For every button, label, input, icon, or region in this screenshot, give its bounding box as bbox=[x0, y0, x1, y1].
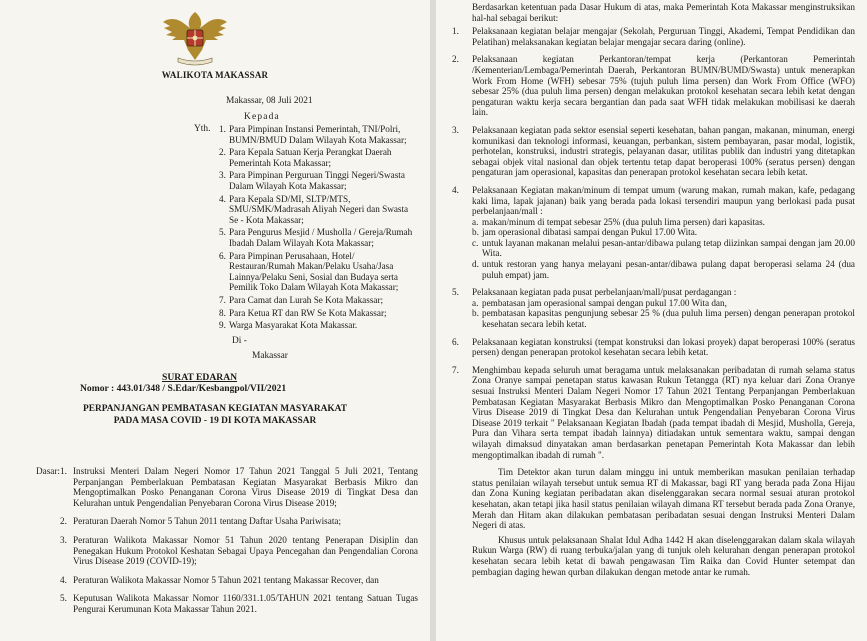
garuda-emblem-icon bbox=[160, 6, 230, 68]
recipient-text: Para Pengurus Mesjid / Musholla / Gereja/Rumah Ibadah Dalam Wilayah Kota Makassar; bbox=[229, 227, 413, 248]
recipient-num: 1. bbox=[219, 124, 226, 134]
recipient-num: 5. bbox=[219, 227, 226, 238]
sub-item bbox=[472, 298, 855, 309]
place-date: Makassar, 08 Juli 2021 bbox=[226, 96, 313, 106]
recipient-text: Para Camat dan Lurah Se Kota Makassar; bbox=[229, 294, 384, 305]
instruction-text: Menghimbau kepada seluruh umat beragama untuk melaksanakan peribadatan di rumah selama status Zona Oranye sampai penetapan status kawasan Rukun Tetangga (RT) nya keluar dari Zona Oranye sesuai Instruksi Menteri Dalam Negeri Nomor 17 Tahun 2021 Tentang Perpanjangan Pemberlakuan Pembatasan Kegiatan Masyarakat Berbasis Mikro dan Mengoptimalkan Posko Penanganan Corona Virus Disease 2019 di Tingkat Desa dan Kelurahan untuk Pengendalian Penyebaran Corona Virus Disease 2019 terkait " Pelaksanaan Kegiatan Ibadah (pada tempat ibadah di Mesjid, Musholla, Gereja, Pura dan Vihara serta tempat ibadah lainnya) ditiadakan untuk sementara waktu, sampai dengan wilayah dimaksud dinyatakan aman berdasarkan penetapan Pemerintah Kota Makassar dan lebih mengoptimalkan ibadah di rumah ". bbox=[472, 364, 855, 460]
instruction-item bbox=[446, 185, 855, 280]
dasar-num: 2. bbox=[60, 516, 67, 527]
instruction-body bbox=[472, 287, 855, 329]
dasar-text: Instruksi Menteri Dalam Negeri Nomor 17 Tahun 2021 Tanggal 5 Juli 2021, Tentang Perpanjangan Pemberlakuan Pembatasan Kegiatan Masyarakat Berbasis Mikro dan Mengoptimalkan Posko Penanganan Corona Virus Disease 2019 di Tingkat Desa dan Kelurahan untuk Pengendalian Penyebaran Corona Virus Disease 2019; bbox=[73, 466, 418, 508]
instruction-text: Pelaksanaan kegiatan pada pusat perbelanjaan/mall/pusat perdagangan : bbox=[472, 287, 737, 298]
recipient-item bbox=[219, 227, 419, 248]
recipient-item bbox=[219, 251, 419, 293]
sub-item bbox=[472, 259, 855, 280]
recipient-num: 7. bbox=[219, 294, 226, 305]
kepada-label: Kepada bbox=[244, 112, 280, 122]
recipient-text: Warga Masyarakat Kota Makassar. bbox=[229, 320, 358, 331]
dasar-item bbox=[60, 516, 418, 527]
instruction-item bbox=[446, 337, 855, 358]
sub-text: pembatasan kapasitas pengunjung sebesar 25 % (dua puluh lima persen) dengan penerapan protokol kesehatan secara lebih ketat. bbox=[482, 308, 855, 330]
surat-number: Nomor : 443.01/348 / S.Edar/Kesbangpol/VII/2021 bbox=[80, 383, 287, 394]
recipient-city: Makassar bbox=[252, 351, 288, 361]
recipient-item bbox=[219, 295, 419, 306]
dasar-num: 3. bbox=[60, 534, 67, 545]
dasar-num: 4. bbox=[60, 574, 67, 585]
intro-paragraph: Berdasarkan ketentuan pada Dasar Hukum di atas, maka Pemerintah Kota Makassar menginstruksikan hal-hal sebagai berikut: bbox=[472, 2, 855, 23]
dasar-num: 5. bbox=[60, 593, 67, 604]
header-title: WALIKOTA MAKASSAR bbox=[161, 70, 269, 80]
dasar-label: Dasar: bbox=[36, 466, 60, 476]
di-label: Di - bbox=[232, 336, 247, 346]
instruction-text: Pelaksanaan kegiatan konstruksi (tempat konstruksi dan lokasi proyek) dapat beroperasi 100% (seratus persen) dengan penerapan protokol kesehatan secara lebih ketat. bbox=[472, 336, 855, 358]
dasar-text: Keputusan Walikota Makassar Nomor 1160/331.1.05/TAHUN 2021 tentang Satuan Tugas Pengurai Kerumunan Kota Makassar Tahun 2021. bbox=[73, 593, 418, 614]
instruction-item bbox=[446, 287, 855, 329]
sub-item bbox=[472, 217, 855, 228]
sub-letter: a. bbox=[472, 216, 479, 227]
recipient-text: Para Pimpinan Perguruan Tinggi Negeri/Swasta Dalam Wilayah Kota Makassar; bbox=[229, 170, 405, 191]
recipient-num: 9. bbox=[219, 320, 226, 331]
sub-item bbox=[472, 308, 855, 329]
instruction-num: 2. bbox=[452, 54, 459, 65]
recipient-text: Para Kepala SD/MI, SLTP/MTS, SMU/SMK/Madrasah Aliyah Negeri dan Swasta Se - Kota Makassar; bbox=[229, 193, 409, 225]
dasar-item bbox=[60, 535, 418, 567]
closing-paragraph: Khusus untuk pelaksanaan Shalat Idul Adha 1442 H akan diselenggarakan dalam skala wilayah Rukun Warga (RW) di ruang terbuka/jalan yang di tunjuk oleh kelurahan dengan penerapan protokol kesehatan secara lebih ketat di bawah pengawasan Tim Raika dan Covid Hunter setempat dan pembagian daging hewan qurban dilakukan dengan metode antar ke rumah. bbox=[472, 534, 855, 577]
instruction-text: Pelaksanaan kegiatan pada sektor esensial seperti kesehatan, bahan pangan, makanan, minuman, energi komunikasi dan teknologi informasi, keuangan, perbankan, sistem pembayaran, pasar modal, logistik, perhotelan, konstruksi, industri strategis, pelayanan dasar, utilitas publik dan industri yang ditetapkan sebagai objek vital nasional dan objek tertentu tetap dapat beroperasi 100% (seratus persen) dengan pengaturan jam operasional, kapasitas dan penerapan protokol kesehatan secara lebih ketat. bbox=[472, 124, 855, 178]
instruction-text: Pelaksanaan Kegiatan makan/minum di tempat umum (warung makan, rumah makan, kafe, pedagang kaki lima, lapak jajanan) baik yang berada pada lokasi tersendiri maupun yang berlokasi pada pusat perbelanjaan/mall : bbox=[472, 184, 855, 217]
recipient-num: 6. bbox=[219, 250, 226, 261]
dasar-item bbox=[60, 466, 418, 508]
instruction-item bbox=[446, 125, 855, 178]
recipient-num: 8. bbox=[219, 307, 226, 318]
sub-letter: b. bbox=[472, 308, 479, 319]
dasar-text: Peraturan Walikota Makassar Nomor 51 Tahun 2020 tentang Penerapan Disiplin dan Penegakan Hukum Protokol Keshatan Sebagai Upaya Pencegahan dan Pengendalian Corona Virus Disease 2019 (COVID-19); bbox=[73, 534, 418, 567]
instruction-item bbox=[446, 26, 855, 47]
letter-page-left bbox=[0, 0, 430, 641]
dasar-list bbox=[60, 466, 418, 623]
recipient-item bbox=[219, 170, 419, 191]
sub-item bbox=[472, 227, 855, 238]
recipient-text: Para Kepala Satuan Kerja Perangkat Daerah Pemerintah Kota Makassar; bbox=[229, 147, 392, 168]
instruction-num: 1. bbox=[452, 26, 459, 37]
dasar-item bbox=[60, 575, 418, 586]
recipient-text: Para Pimpinan Perusahaan, Hotel/ Restauran/Rumah Makan/Pelaku Usaha/Jasa Lainnya/Pelaku Seni, Sosial dan Budaya serta Pemilik Toko Dalam Wilayah Kota Makassar; bbox=[229, 250, 399, 293]
sub-item bbox=[472, 238, 855, 259]
surat-edaran-title: SURAT EDARAN bbox=[162, 372, 238, 383]
dasar-item bbox=[60, 593, 418, 614]
recipient-item bbox=[219, 320, 419, 331]
closing-paragraph: Tim Detektor akan turun dalam minggu ini untuk memberikan masukan penilaian terhadap status penilaian wilayah tersebut untuk semua RT di Makassar, bagi RT yang berada pada Zona Hijau dan Zona Kuning kegiatan peribadatan akan diselenggarakan secara normal sesuai aturan protokol kesehatan, akan tetapi jika hasil status penilaian wilayah dimana RT tersebut berada pada Zona Oranye, Merah dan Hitam akan dilakukan pembatasan peribadatan sesuai dengan Instruksi Menteri Dalam Negeri di atas. bbox=[472, 467, 855, 531]
subject-line: PERPANJANGAN PEMBATASAN KEGIATAN MASYARAKAT bbox=[83, 404, 347, 414]
letter-page-right bbox=[436, 0, 867, 641]
recipient-item bbox=[219, 124, 419, 145]
recipient-item bbox=[219, 194, 419, 226]
sub-text: makan/minum di tempat sebesar 25% (dua puluh lima persen) dari kapasitas. bbox=[482, 216, 765, 227]
dasar-text: Peraturan Daerah Nomor 5 Tahun 2011 tentang Daftar Usaha Pariwisata; bbox=[73, 516, 342, 527]
instruction-item bbox=[446, 365, 855, 460]
sub-list bbox=[472, 298, 855, 330]
recipient-text: Para Ketua RT dan RW Se Kota Makassar; bbox=[229, 307, 387, 318]
recipient-num: 3. bbox=[219, 170, 226, 181]
recipient-text: Para Pimpinan Instansi Pemerintah, TNI/Polri, BUMN/BMUD Dalam Wilayah Kota Makassar; bbox=[229, 124, 407, 145]
sub-letter: c. bbox=[472, 237, 479, 248]
instruction-num: 6. bbox=[452, 336, 459, 347]
yth-label: Yth. bbox=[194, 124, 211, 134]
recipient-item bbox=[219, 308, 419, 319]
instruction-item bbox=[446, 54, 855, 118]
dasar-num: 1. bbox=[60, 466, 67, 476]
subject-heading bbox=[0, 404, 430, 427]
sub-text: jam operasional dibatasi sampai dengan Pukul 17.00 Wita. bbox=[482, 227, 698, 238]
sub-list bbox=[472, 217, 855, 281]
dasar-text: Peraturan Walikota Makassar Nomor 5 Tahun 2021 tentang Makassar Recover, dan bbox=[73, 574, 379, 585]
instruction-num: 7. bbox=[452, 364, 459, 375]
recipient-item bbox=[219, 147, 419, 168]
instruction-text: Pelaksanaan kegiatan belajar mengajar (Sekolah, Perguruan Tinggi, Akademi, Tempat Pendidikan dan Pelatihan) melaksanakan kegiatan belajar mengajar secara daring (online). bbox=[472, 26, 855, 47]
instruction-list bbox=[446, 26, 855, 460]
instruction-num: 5. bbox=[452, 287, 459, 298]
recipient-num: 4. bbox=[219, 193, 226, 204]
instruction-text: Pelaksanaan kegiatan Perkantoran/tempat kerja (Perkantoran Pemerintah /Kementerian/Lembaga/Pemerintah Daerah, Perkantoran BUMN/BUMD/Swasta) untuk menerapkan Work From Home (WFH) sebesar 75% (tujuh puluh lima persen) dan Work From Office (WFO) sebesar 25% (dua puluh lima persen) dengan melakukan protokol kesehatan secara lebih ketat dengan pengaturan waktu kerja secara bergantian dan pada saat WFH tidak melakukan mobilisasi ke daerah lain. bbox=[472, 54, 855, 118]
instruction-num: 3. bbox=[452, 124, 459, 135]
sub-text: pembatasan jam operasional sampai dengan pukul 17.00 Wita dan, bbox=[482, 297, 727, 308]
sub-letter: d. bbox=[472, 259, 479, 270]
sub-text: untuk layanan makanan melalui pesan-antar/dibawa pulang tetap diizinkan sampai dengan jam 20.00 Wita. bbox=[482, 237, 855, 259]
instruction-body bbox=[472, 185, 855, 280]
sub-letter: a. bbox=[472, 297, 479, 308]
recipient-num: 2. bbox=[219, 147, 226, 158]
sub-letter: b. bbox=[472, 227, 479, 238]
subject-line: PADA MASA COVID - 19 DI KOTA MAKASSAR bbox=[113, 415, 317, 426]
instruction-num: 4. bbox=[452, 184, 459, 195]
sub-text: untuk restoran yang hanya melayani pesan-antar/dibawa pulang dapat beroperasi selama 24 (dua puluh empat) jam. bbox=[482, 259, 855, 280]
recipient-list bbox=[219, 124, 419, 333]
